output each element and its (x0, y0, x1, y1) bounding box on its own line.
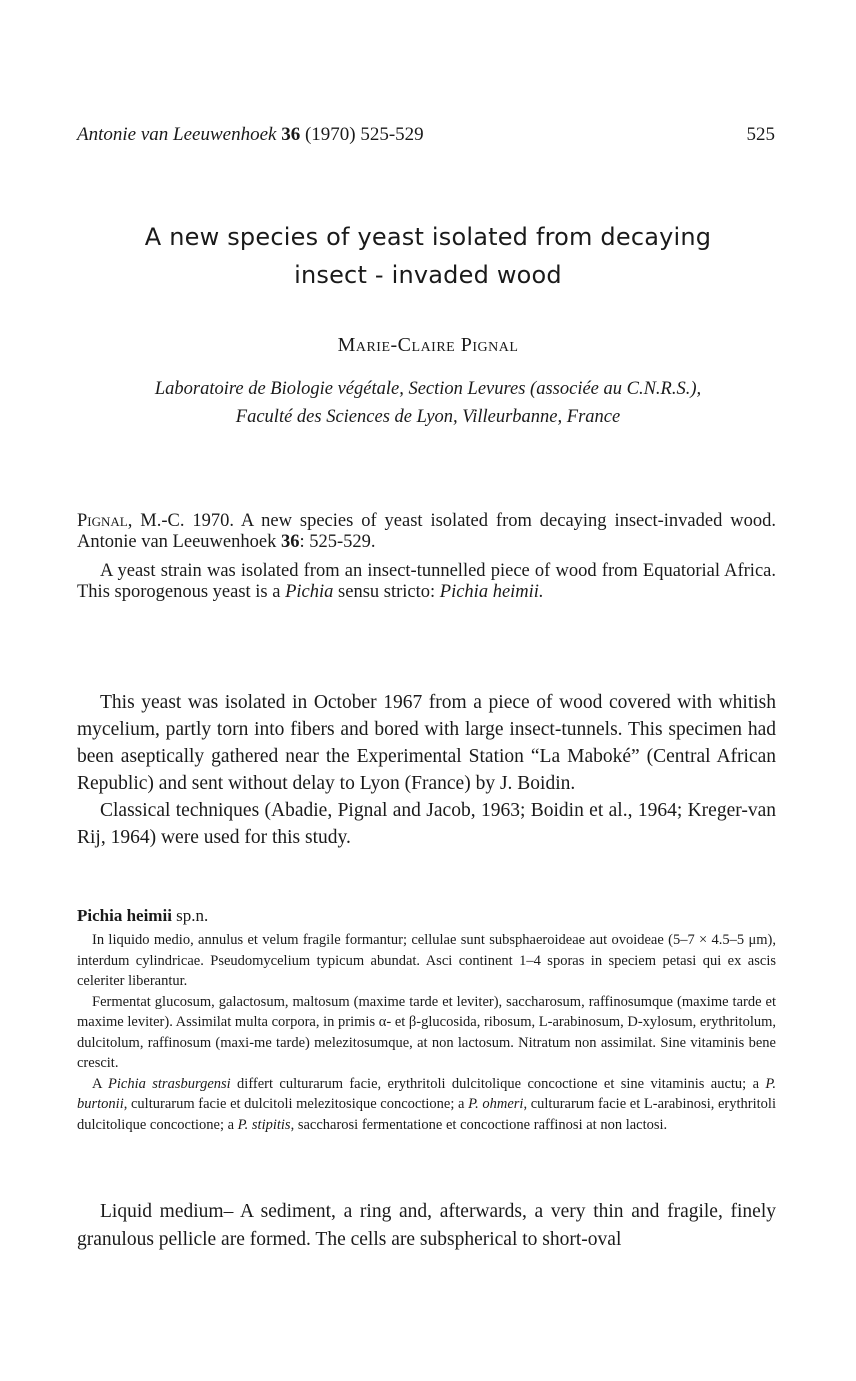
diag-text-b: differt culturarum facie, erythritoli dulcitolique concoctione et sine vitaminis auctu; a (230, 1075, 766, 1092)
species-stipitis: P. stipitis (237, 1116, 291, 1133)
intro-paragraph-1: This yeast was isolated in October 1967 from a piece of wood covered with whitish mycelium, partly torn into fibers and bored with large insect-tunnels. This specimen had been aseptically gathered near the Experimental Station “La Maboké” (Central African Republic) and sent without delay to Lyon (France) by J. Boidin. (77, 692, 776, 794)
affiliation (80, 375, 776, 431)
summary-species: Pichia heimii. (439, 582, 544, 602)
title-line-1: A new species of yeast isolated from decaying (144, 223, 712, 251)
affiliation-line-2: Faculté des Sciences de Lyon, Villeurbanne, France (235, 407, 621, 427)
summary-text-2: sensu stricto: (333, 582, 440, 602)
introduction (77, 689, 776, 851)
title-line-2: insect - invaded wood (294, 261, 562, 289)
citation-pages: : 525-529. (299, 532, 376, 552)
diag-text-d: , culturarum facie et L-arabinosi, erythritoli dulcitolique concoctione; a (77, 1096, 776, 1133)
abstract (77, 511, 776, 603)
citation-author: Pignal (77, 511, 128, 531)
summary-genus: Pichia (285, 582, 334, 602)
species-burtonii: P. burtonii (77, 1075, 776, 1112)
diagnosis-heading (77, 906, 776, 926)
journal-year-pages: (1970) 525-529 (304, 124, 424, 145)
abstract-citation (77, 511, 776, 553)
liquid-medium-section (77, 1198, 776, 1254)
intro-paragraph-2: Classical techniques (Abadie, Pignal and Jacob, 1963; Boidin et al., 1964; Kreger-van Rij, 1964) were used for this study. (77, 800, 776, 848)
species-ohmeri: P. ohmeri (468, 1096, 524, 1112)
abstract-summary (77, 561, 776, 603)
species-strasburgensis: Pichia strasburgensi (108, 1075, 231, 1092)
diag-text-e: , saccharosi fermentatione et concoctione raffinosi at non lactosi. (290, 1116, 668, 1133)
running-header (77, 124, 775, 146)
liquid-medium-paragraph: Liquid medium– A sediment, a ring and, afterwards, a very thin and fragile, finely granulous pellicle are formed. The cells are subspherical to short-oval (77, 1201, 776, 1250)
diagnosis-paragraph-3 (77, 1074, 776, 1136)
diag-text-a: A (92, 1075, 109, 1092)
diagnosis-paragraph-2: Fermentat glucosum, galactosum, maltosum (maxime tarde et leviter), saccharosum, raffinosumque (maxime tarde et maxime leviter). Assimilat multa corpora, in primis α- et β-glucosida, ribosum, L-arabinosum, D-xylosum, erythritolum, dulcitolum, raffinosum (maxi-me tarde) melezitosumque, at non lactosum. Nitratum non assimilat. Sine vitaminis bene crescit. (77, 993, 776, 1071)
page-number: 525 (746, 124, 775, 145)
latin-diagnosis (77, 906, 776, 1135)
species-rank: sp.n. (171, 906, 209, 925)
summary-text-1: A yeast strain was isolated from an insect-tunnelled piece of wood from Equatorial Africa. This sporogenous yeast is a (77, 561, 776, 602)
author-name: Marie-Claire Pignal (337, 334, 519, 356)
article-title (100, 218, 756, 294)
journal-name: Antonie van Leeuwenhoek (77, 124, 277, 145)
diagnosis-paragraph-1: In liquido medio, annulus et velum fragile formantur; cellulae sunt subsphaeroideae aut ovoideae (5–7 × 4.5–5 μm), interdum cylindricae. Pseudomycelium typicum abundat. Asci continent 1–4 sporas in speciem petasi qui ex ascis celeriter liberantur. (77, 932, 776, 989)
species-name: Pichia heimii (77, 906, 172, 925)
affiliation-line-1: Laboratoire de Biologie végétale, Section Levures (associée au C.N.R.S.), (154, 379, 702, 399)
journal-volume: 36 (281, 124, 301, 145)
citation-volume: 36 (280, 532, 300, 552)
citation-text: , M.-C. 1970. A new species of yeast isolated from decaying insect-invaded wood. Antonie van Leeuwenhoek (77, 511, 776, 552)
diag-text-c: , culturarum facie et dulcitoli melezitosique concoctione; a (123, 1096, 469, 1112)
